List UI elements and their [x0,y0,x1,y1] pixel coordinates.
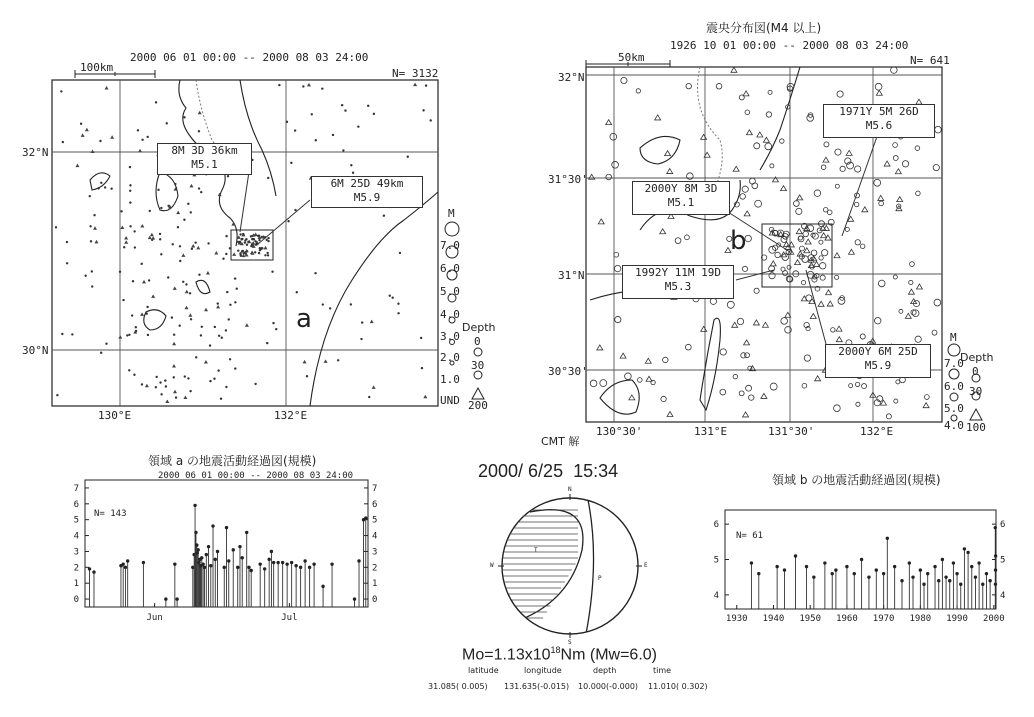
data-point [994,554,997,557]
annotation-line1: 1992Y 11M 19D [634,266,722,279]
annotation-line2: M5.6 [865,119,893,132]
left-legend-m3: 5.0 [440,285,460,298]
data-point [834,568,837,571]
chart-b-count: N= 61 [736,531,764,541]
data-point [919,568,922,571]
data-point [860,558,863,561]
data-point [893,565,896,568]
data-point [994,526,997,529]
moment-exponent: 18 [550,645,561,655]
right-legend-depth3: 100 [966,421,986,434]
right-legend-depth-title: Depth [960,351,994,364]
right-lon-13130: 131°30' [768,425,815,438]
y-tick-label: 2 [372,563,378,574]
annotation-line2: M5.3 [664,280,692,293]
right-lat-31: 31°N [558,269,585,282]
y-tick-label: 6 [713,520,719,531]
data-point [875,568,878,571]
right-legend-m4: 4.0 [944,419,964,432]
cmt-label-depth: depth [593,666,617,675]
x-tick-label: 1940 [762,614,785,624]
data-point [823,561,826,564]
data-point [937,579,940,582]
moment-tail: Nm (Mw=6.0) [560,646,657,664]
right-map-title: 震央分布図(M4 以上) [706,21,822,35]
right-lat-3130: 31°30' [548,173,588,186]
data-point [867,575,870,578]
data-point [974,575,977,578]
cmt-mark-n: N [568,486,572,493]
right-legend-depth2: 30 [969,385,983,398]
y-tick-label: 1 [372,579,378,590]
chart-a-count: N= 143 [94,509,127,519]
right-legend-m2: 6.0 [944,380,964,393]
data-point [948,579,951,582]
right-map-period: 1926 10 01 00:00 -- 2000 08 03 24:00 [670,39,909,52]
data-point [911,575,914,578]
y-tick-label: 5 [713,555,719,566]
data-point [831,572,834,575]
x-tick-label: 1950 [799,614,822,624]
annotation-line1: 2000Y 6M 25D [838,345,918,358]
data-point [794,554,797,557]
left-lon-132: 132°E [274,409,308,422]
y-tick-label: 7 [73,483,79,494]
x-tick-label: 1990 [946,614,968,624]
annotation-line1: 6M 25D 49km [330,177,404,190]
cmt-mark-p: P [598,575,602,582]
y-tick-label: 5 [372,515,378,526]
x-tick-label: 1930 [725,614,748,624]
cmt-label-longitude: longitude [524,666,562,675]
annotation-line2: M5.9 [353,191,381,204]
x-tick-label: Jun [146,613,163,623]
data-point [985,572,988,575]
left-lon-130: 130°E [98,409,132,422]
y-tick-label: 0 [73,595,79,606]
left-legend-m5: 3.0 [440,330,460,343]
y-tick-label: 5 [1000,555,1006,566]
y-tick-label: 4 [713,590,719,601]
left-legend-depth-title: Depth [462,321,496,334]
data-point [750,561,753,564]
y-tick-label: 4 [372,531,378,542]
left-legend-m6: 2.0 [440,351,460,364]
annotation-line1: 1971Y 5M 26D [839,105,919,118]
left-legend-m2: 6.0 [440,262,460,275]
right-legend-m-title: M [950,331,957,344]
right-legend-m3: 5.0 [944,402,964,415]
moment-base: Mo=1.13x10 [462,646,551,664]
x-tick-label: 1980 [909,614,932,624]
annotation-line2: M5.1 [667,196,695,209]
data-point [944,575,947,578]
data-point [994,568,997,571]
data-point [988,579,991,582]
data-point [805,565,808,568]
right-lon-132: 132°E [860,425,894,438]
cmt-mark-s: S [568,639,572,646]
data-point [783,568,786,571]
data-point [775,565,778,568]
left-legend-depth3: 200 [468,399,488,412]
y-tick-label: 1 [73,579,79,590]
cmt-datetime: 2000/ 6/25 15:34 [478,461,619,481]
data-point [981,583,984,586]
data-point [926,572,929,575]
right-lat-3030: 30°30' [548,365,588,378]
data-point [955,572,958,575]
cmt-title: CMT 解 [541,435,580,448]
data-point [941,558,944,561]
annotation-line2: M5.1 [191,158,218,171]
right-map-count: N= 641 [910,54,950,67]
annotation-line2: M5.9 [864,359,892,372]
data-point [900,579,903,582]
cmt-mark-w: W [490,562,494,569]
cmt-value-latitude: 31.085( 0.005) [428,682,488,691]
y-tick-label: 2 [73,563,79,574]
left-map-region-label: a [296,304,312,334]
data-point [922,583,925,586]
y-tick-label: 4 [73,531,79,542]
y-tick-label: 6 [372,499,378,510]
data-point [886,537,889,540]
right-lat-32: 32°N [558,71,585,84]
data-point [853,572,856,575]
data-point [959,583,962,586]
cmt-mark-t: T [534,547,538,554]
data-point [970,565,973,568]
cmt-label-time: time [653,666,672,675]
cmt-value-longitude: 131.635(-0.015) [504,682,570,691]
right-map-scale-label: 50km [618,51,645,64]
left-legend-m1: 7.0 [440,239,460,252]
data-point [812,575,815,578]
right-lon-131: 131°E [694,425,728,438]
data-point [757,572,760,575]
right-lon-13030: 130°30' [596,425,643,438]
left-lat-30: 30°N [22,344,49,357]
left-map-period: 2000 06 01 00:00 -- 2000 08 03 24:00 [130,51,369,64]
chart-a-title: 領域 a の地震活動経過図(規模) [148,454,317,468]
y-tick-label: 7 [372,483,378,494]
left-map-scale-label: 100km [80,61,114,74]
data-point [966,551,969,554]
chart-b-title: 領域 b の地震活動経過図(規模) [772,473,941,487]
data-point [977,561,980,564]
left-legend-m8: UND [440,394,460,407]
left-legend-m7: 1.0 [440,373,460,386]
annotation-line1: 2000Y 8M 3D [644,182,718,195]
y-tick-label: 6 [73,499,79,510]
y-tick-label: 6 [1000,520,1006,531]
left-legend-depth2: 30 [471,359,485,372]
data-point [882,572,885,575]
data-point [908,561,911,564]
cmt-label-latitude: latitude [468,666,499,675]
right-legend-depth1: 0 [972,365,979,378]
y-tick-label: 3 [73,547,79,558]
annotation-line1: 8M 3D 36km [171,144,238,157]
left-lat-32: 32°N [22,146,49,159]
left-legend-depth1: 0 [474,335,481,348]
chart-a-subtitle: 2000 06 01 00:00 -- 2000 08 03 24:00 [158,471,354,481]
left-legend-m-title: M [448,207,455,220]
data-point [933,565,936,568]
cmt-value-depth: 10.000(-0.000) [578,682,639,691]
right-legend-m1: 7.0 [944,357,964,370]
x-tick-label: 1960 [836,614,858,624]
y-tick-label: 3 [372,547,378,558]
cmt-value-time: 11.010( 0.302) [648,682,708,691]
y-tick-label: 5 [73,515,79,526]
y-tick-label: 4 [1000,590,1006,601]
right-map-region-label: b [730,226,747,256]
x-tick-label: Jul [281,613,298,623]
y-tick-label: 0 [372,595,378,606]
data-point [845,565,848,568]
left-legend-m4: 4.0 [440,308,460,321]
data-point [952,561,955,564]
x-tick-label: 1970 [872,614,895,624]
data-point [963,547,966,550]
left-map-count: N= 3132 [392,67,439,80]
x-tick-label: 2000 [982,614,1005,624]
cmt-mark-e: E [644,562,648,569]
